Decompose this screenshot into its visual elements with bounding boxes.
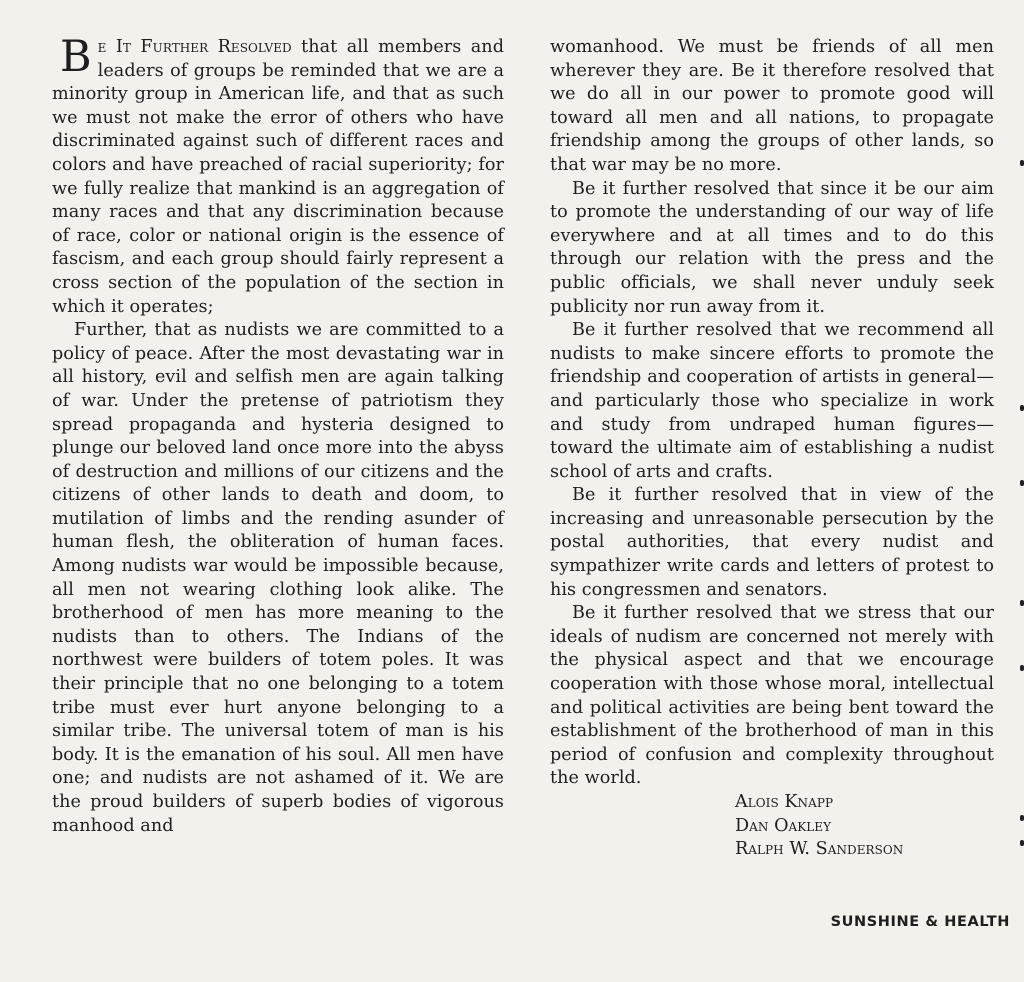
edge-mark: [1020, 665, 1024, 671]
publication-footer: SUNSHINE & HEALTH: [830, 914, 1010, 930]
edge-mark: [1020, 600, 1024, 606]
drop-cap: B: [60, 32, 92, 82]
lead-in: e It Further Resolved: [97, 37, 292, 57]
signature-name: Ralph W. Sanderson: [735, 839, 904, 860]
paragraph-resolution-press: Be it further resolved that since it be our aim to promote the understanding of our way of life everywhere and at all times and to do this through our relation with the press and the public officials, we shall never unduly seek publicity nor run away from it.: [550, 178, 994, 317]
paragraph-resolution-postal: Be it further resolved that in view of the increasing and unreasonable persecution by the postal authorities, that every nudist and sympathizer write cards and letters of protest to his congressmen and senators.: [550, 485, 994, 600]
left-column: [52, 32, 504, 838]
paragraph-resolution-ideals: Be it further resolved that we stress that our ideals of nudism are concerned not merely with the physical aspect and that we encourage cooperation with those whose moral, intellectual and political activities are being bent toward the establishment of the brotherhood of man in this period of confusion and complexity throughout the world.: [550, 603, 994, 789]
right-column: [550, 36, 994, 862]
paragraph-resolution-arts: Be it further resolved that we recommend all nudists to make sincere efforts to promote the friendship and cooperation of artists in general—and particularly those who specialize in work and study from undraped human figures—toward the ultimate aim of establishing a nudist school of arts and crafts.: [550, 320, 994, 482]
edge-mark: [1020, 840, 1024, 846]
paragraph-resolution-1: [52, 32, 504, 319]
paragraph-text: that all members and leaders of groups be reminded that we are a minority group in American life, and that as such we must not make the error of others who have discriminated against such of different races and colors and have preached of racial superiority; for we fully realize that mankind is an aggregation of many races and that any discrimination because of race, color or national origin is the essence of fascism, and each group should fairly represent a cross section of the population of the section in which it operates;: [52, 37, 504, 317]
signature-name: Dan Oakley: [735, 815, 832, 836]
edge-mark: [1020, 480, 1024, 486]
paragraph-continued: womanhood. We must be friends of all men wherever they are. Be it therefore resolved that we do all in our power to promote good will toward all men and all nations, to propagate friendship among the groups of other lands, so that war may be no more.: [550, 37, 994, 175]
signature-list: [550, 791, 994, 862]
edge-mark: [1020, 815, 1024, 821]
edge-mark: [1020, 405, 1024, 411]
signature-name: Alois Knapp: [735, 792, 834, 812]
paragraph-peace: Further, that as nudists we are committed to a policy of peace. After the most devastating war in all history, evil and selfish men are again talking of war. Under the pretense of patriotism they spread propaganda and hysteria designed to plunge our beloved land once more into the abyss of destruction and millions of our citizens and the citizens of other lands to death and doom, to mutilation of limbs and the rending asunder of human flesh, the obliteration of human faces. Among nudists war would be impossible because, all men not wearing clothing look alike. The brotherhood of men has more meaning to the nudists than to others. The Indians of the northwest were builders of totem poles. It was their principle that no one belonging to a totem tribe must ever hurt anyone belonging to a similar tribe. The universal totem of man is his body. It is the emanation of his soul. All men have one; and nudists are not ashamed of it. We are the proud builders of superb bodies of vigorous manhood and: [52, 320, 504, 836]
edge-mark: [1020, 160, 1024, 166]
